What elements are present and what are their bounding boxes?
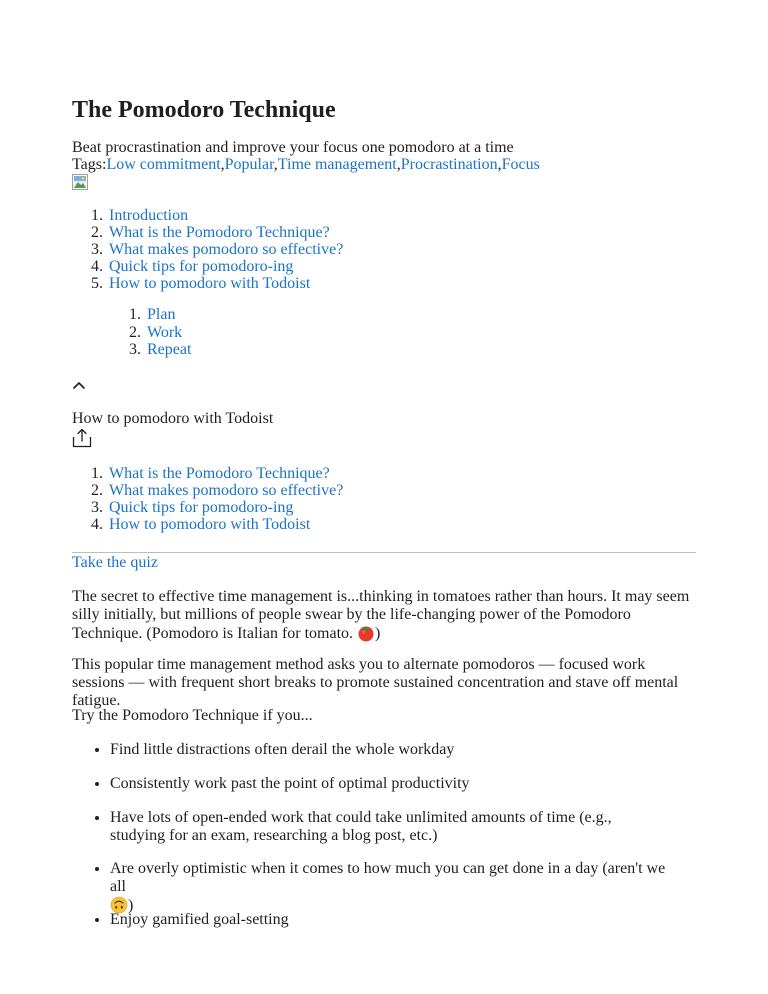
chevron-up-icon[interactable]: [72, 380, 86, 390]
table-of-contents-sub: [129, 306, 192, 359]
tag-link[interactable]: Time management: [277, 156, 397, 173]
toc-link-repeat[interactable]: Repeat: [147, 341, 192, 358]
toc-item: [91, 275, 343, 292]
tag-separator: ,: [396, 156, 401, 173]
tag-separator: ,: [273, 156, 278, 173]
toc-number: 4.: [91, 516, 103, 533]
toc-number: 1.: [91, 465, 103, 482]
sticky-link-todoist[interactable]: How to pomodoro with Todoist: [109, 516, 311, 533]
article-subtitle: Beat procrastination and improve your focus one pomodoro at a time: [72, 139, 514, 156]
toc-number: 4.: [91, 258, 103, 275]
divider: [72, 552, 696, 553]
intro-end: ): [375, 625, 381, 642]
toc-number: 3.: [91, 241, 103, 258]
tomato-emoji-icon: [357, 624, 375, 642]
toc-link-effective[interactable]: What makes pomodoro so effective?: [109, 241, 344, 258]
sticky-nav-item: [91, 516, 343, 533]
toc-link-plan[interactable]: Plan: [147, 306, 176, 323]
toc-number: 2.: [91, 482, 103, 499]
toc-number: 3.: [91, 499, 103, 516]
tag-link[interactable]: Procrastination: [400, 156, 498, 173]
toc-item: [91, 241, 344, 258]
toc-item: [91, 224, 343, 241]
table-of-contents: [91, 207, 344, 292]
toc-item: [91, 207, 343, 224]
list-item: • Find little distractions often derail the whole workday: [110, 741, 670, 759]
toc-sub-item: [129, 323, 191, 342]
toc-link-introduction[interactable]: Introduction: [109, 207, 189, 224]
toc-number: 2.: [129, 323, 141, 341]
sticky-nav-item: [91, 499, 343, 516]
toc-sub-item: [129, 306, 191, 324]
list-item-end: ): [128, 897, 134, 914]
toc-number: 3.: [129, 341, 141, 358]
sticky-nav-item: [91, 465, 343, 482]
list-item: • Have lots of open-ended work that could take unlimited amounts of time (e.g., studying for an exam, researching a blog post, etc.): [110, 809, 670, 845]
tag-separator: ,: [497, 156, 502, 173]
sticky-nav-item: [91, 482, 344, 499]
tag-link[interactable]: Popular: [224, 156, 274, 173]
toc-link-work[interactable]: Work: [147, 323, 183, 341]
list-item: [110, 860, 670, 915]
take-quiz-link[interactable]: Take the quiz: [72, 554, 158, 571]
sticky-nav-list: [91, 465, 344, 533]
list-item: • Consistently work past the point of optimal productivity: [110, 775, 670, 793]
toc-link-todoist[interactable]: How to pomodoro with Todoist: [109, 275, 311, 292]
toc-sub-item: [129, 341, 192, 359]
toc-number: 2.: [91, 224, 103, 241]
tags-label: Tags:: [72, 156, 107, 173]
toc-link-what-is[interactable]: What is the Pomodoro Technique?: [109, 224, 330, 241]
sticky-link-quick-tips[interactable]: Quick tips for pomodoro-ing: [109, 499, 294, 516]
page-title: The Pomodoro Technique: [72, 97, 336, 123]
toc-number: 1.: [129, 306, 141, 323]
sticky-link-effective[interactable]: What makes pomodoro so effective?: [109, 482, 344, 499]
current-section-label: How to pomodoro with Todoist: [72, 410, 274, 427]
toc-number: 5.: [91, 275, 103, 292]
tag-link[interactable]: Low commitment: [106, 156, 221, 173]
tag-link[interactable]: Focus: [501, 156, 540, 173]
list-item: • Enjoy gamified goal-setting: [110, 911, 670, 929]
list-item-text: Are overly optimistic when it comes to how much you can get done in a day (aren't we all: [110, 860, 666, 895]
intro-paragraph: [72, 588, 696, 643]
try-paragraph: Try the Pomodoro Technique if you...: [72, 707, 313, 724]
tags-row: [72, 156, 540, 174]
intro-text: The secret to effective time management is...thinking in tomatoes rather than hours. It may seem silly initially, but millions of people swear by the life-changing power of the Pomodoro Technique. (Pomodoro is Italian for tomato.: [72, 588, 690, 642]
broken-image-icon: [72, 174, 88, 190]
method-paragraph: This popular time management method asks you to alternate pomodoros — focused work sessions — with frequent short breaks to promote sustained concentration and stave off mental fatigue.: [72, 656, 679, 709]
toc-item: [91, 258, 343, 275]
share-icon[interactable]: [72, 428, 92, 448]
toc-number: 1.: [91, 207, 103, 224]
tag-separator: ,: [220, 156, 225, 173]
toc-link-quick-tips[interactable]: Quick tips for pomodoro-ing: [109, 258, 294, 275]
sticky-link-what-is[interactable]: What is the Pomodoro Technique?: [109, 465, 330, 482]
